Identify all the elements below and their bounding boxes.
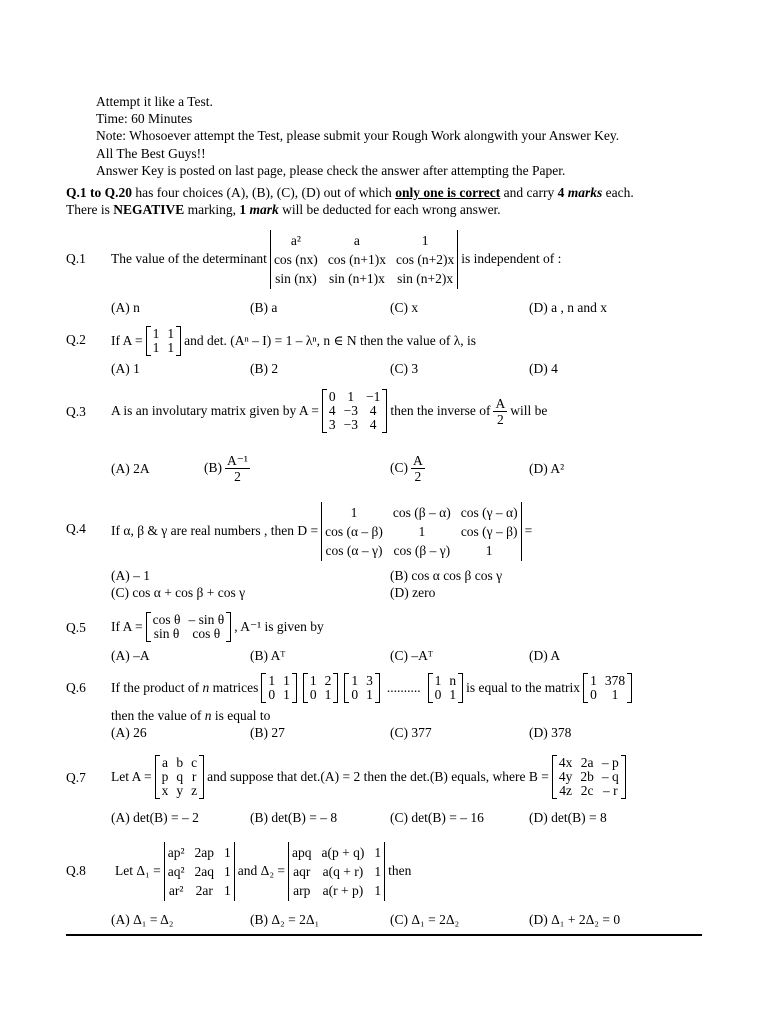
det-cell: 1 [224, 863, 231, 879]
option-b: (B) 2 [250, 361, 279, 376]
det-cell: 1 [350, 504, 358, 520]
det-cell: 1 [374, 863, 382, 879]
matrix [322, 389, 388, 433]
matrix-cell: 2 [324, 673, 332, 688]
option-d: (D) det(B) = 8 [529, 810, 607, 825]
question-text: and Δ₂ = [237, 863, 286, 878]
matrix-cell: −3 [343, 403, 358, 418]
instr-text: marking, [184, 202, 240, 217]
matrix-cell: 0 [434, 687, 442, 702]
matrix-cell: 1 [347, 389, 355, 404]
det-cell: cos (n+2)x [396, 251, 455, 267]
det-cell: 1 [224, 882, 231, 898]
instr-text: will be deducted for each wrong answer. [278, 202, 501, 217]
matrix-cell: 1 [590, 673, 597, 688]
matrix-cell: – r [603, 783, 618, 798]
option-b: (B) Δ₂ = 2Δ₁ [250, 912, 320, 927]
question-text: If α, β & γ are real numbers , then D = [111, 523, 319, 538]
matrix [146, 612, 232, 642]
matrix-cell: 1 [309, 673, 317, 688]
matrix-cell: 4y [558, 769, 573, 784]
question-5 [111, 610, 324, 644]
question-text: then the inverse of [390, 403, 491, 418]
det-cell: a² [290, 232, 301, 248]
option-c: (C) det(B) = – 16 [390, 810, 484, 825]
det-cell: 2ap [194, 844, 215, 860]
option-b: (B) Aᵀ [250, 648, 286, 663]
question-text: If A = [111, 619, 143, 634]
fraction-numerator: A [413, 452, 423, 468]
option-c: (C) 377 [390, 725, 432, 740]
det-cell: sin (n+1)x [328, 270, 385, 286]
option-a: (A) n [111, 300, 140, 315]
question-number: Q.7 [66, 770, 86, 785]
det-cell: cos (γ – α) [460, 504, 518, 520]
matrix-cell: 1 [152, 326, 160, 341]
matrix [155, 755, 205, 799]
option-b: (B) a [250, 300, 278, 315]
matrix-cell: – sin θ [188, 612, 225, 627]
det-cell: a(r + p) [322, 882, 364, 898]
det-cell: 2ar [195, 882, 213, 898]
matrix-cell: 0 [590, 687, 597, 702]
matrix-cell: 378 [604, 673, 626, 688]
question-8 [111, 840, 411, 902]
det-cell: ar² [168, 882, 184, 898]
question-text: If the product of n matrices [111, 680, 259, 695]
question-2 [111, 324, 476, 358]
det-cell: 1 [374, 882, 382, 898]
fraction-numerator: A [495, 395, 506, 411]
option-a: (A) – 1 [111, 568, 150, 583]
matrix-cell: −1 [365, 389, 381, 404]
matrix-cell: 0 [351, 687, 359, 702]
matrix-cell: 1 [434, 673, 442, 688]
option-a: (A) –A [111, 648, 150, 663]
question-text: is equal to the matrix [466, 680, 581, 695]
question-text: The value of the determinant [111, 251, 267, 266]
question-text: , A⁻¹ is given by [234, 619, 324, 634]
instr-mark-count: 1 [239, 202, 247, 217]
matrix-cell: 0 [328, 389, 336, 404]
matrix-cell: 1 [283, 687, 290, 702]
det-cell: cos (nx) [273, 251, 318, 267]
question-text: = [524, 523, 533, 538]
question-6 [111, 671, 635, 705]
det-cell: 1 [374, 844, 382, 860]
matrix-cell: 0 [268, 687, 276, 702]
fraction [225, 453, 250, 484]
matrix-cell: 1 [351, 673, 359, 688]
det-cell: cos (γ – β) [460, 523, 518, 539]
option-d: (D) zero [390, 585, 436, 600]
det-cell: ap² [167, 844, 185, 860]
option-d: (D) Δ₁ + 2Δ₂ = 0 [529, 912, 621, 927]
instr-mark-word: mark [246, 202, 279, 217]
matrix [344, 673, 380, 703]
question-number: Q.1 [66, 251, 86, 266]
option-c [390, 448, 428, 488]
option-c: (C) Δ₁ = 2Δ₂ [390, 912, 460, 927]
matrix-cell: c [191, 755, 198, 770]
option-a: (A) det(B) = – 2 [111, 810, 199, 825]
matrix-cell: 1 [152, 340, 160, 355]
matrix-cell: −3 [343, 417, 358, 432]
matrix [552, 755, 626, 799]
option-d: (D) 378 [529, 725, 572, 740]
det-cell: a(q + r) [322, 863, 364, 879]
option-b: (B) cos α cos β cos γ [390, 568, 503, 583]
option-d: (D) a , n and x [529, 300, 607, 315]
option-b: (B) 27 [250, 725, 285, 740]
ellipsis: .......... [386, 680, 421, 695]
question-text: then [388, 863, 412, 878]
determinant [288, 842, 385, 901]
det-cell: 1 [421, 232, 429, 248]
instructions-line-1 [66, 184, 634, 201]
question-text: then the value of n is equal to [111, 708, 271, 723]
det-cell: 2aq [194, 863, 215, 879]
option-d: (D) A [529, 648, 561, 663]
matrix-cell: 3 [366, 673, 373, 688]
option-a: (A) 2A [111, 461, 150, 476]
instr-text: each. [602, 185, 634, 200]
matrix-cell: n [449, 673, 457, 688]
matrix-cell: p [161, 769, 169, 784]
option-a: (A) 26 [111, 725, 147, 740]
question-number: Q.5 [66, 620, 86, 635]
question-text: Let Δ₁ = [115, 863, 161, 878]
question-text: If A = [111, 333, 143, 348]
matrix [303, 673, 339, 703]
fraction-denominator: 2 [496, 411, 504, 427]
instr-marks-count: 4 [557, 185, 565, 200]
det-cell: 1 [224, 844, 231, 860]
matrix-cell: 1 [449, 687, 457, 702]
intro-line: All The Best Guys!! [96, 146, 206, 161]
instr-negative: NEGATIVE [113, 202, 185, 217]
fraction-numerator: A⁻¹ [227, 452, 248, 468]
matrix-cell: y [176, 783, 184, 798]
option-c: (C) –Aᵀ [390, 648, 433, 663]
instr-range: Q.1 to Q.20 [66, 185, 132, 200]
intro-line: Time: 60 Minutes [96, 111, 193, 126]
instr-text: has four choices (A), (B), (C), (D) out of which [132, 185, 396, 200]
matrix-cell: 4 [328, 403, 336, 418]
det-cell: apq [292, 844, 312, 860]
det-cell: sin (nx) [275, 270, 317, 286]
instr-emphasis: only one is correct [395, 185, 501, 200]
determinant [321, 502, 522, 561]
matrix-cell: 2b [580, 769, 594, 784]
matrix-cell: 2c [580, 783, 594, 798]
matrix-cell: 0 [309, 687, 317, 702]
instr-text: There is [66, 202, 114, 217]
det-cell: a(p + q) [321, 844, 365, 860]
instr-marks-word: marks [564, 185, 603, 200]
intro-line: Answer Key is posted on last page, please check the answer after attempting the Paper. [96, 163, 566, 178]
question-text: Let A = [111, 769, 152, 784]
question-text: and suppose that det.(A) = 2 then the det.(B) equals, where B = [207, 769, 549, 784]
fraction-denominator: 2 [234, 468, 241, 484]
option-d: (D) 4 [529, 361, 558, 376]
matrix-cell: z [191, 783, 198, 798]
determinant [164, 842, 235, 901]
matrix-cell: 1 [283, 673, 290, 688]
option-a: (A) 1 [111, 361, 140, 376]
matrix-cell: cos θ [152, 612, 181, 627]
matrix-cell: 4x [558, 755, 573, 770]
instr-text: and carry [500, 185, 558, 200]
matrix [146, 326, 182, 356]
matrix-cell: 3 [328, 417, 336, 432]
det-cell: aq² [167, 863, 185, 879]
det-cell: 1 [418, 523, 426, 539]
intro-line: Note: Whosoever attempt the Test, please submit your Rough Work alongwith your Answer Key. [96, 128, 620, 143]
matrix-cell: 1 [324, 687, 332, 702]
option-c: (C) x [390, 300, 419, 315]
fraction [493, 396, 507, 427]
question-number: Q.8 [66, 863, 86, 878]
question-text: A is an involutary matrix given by A = [111, 403, 319, 418]
matrix-cell: 1 [611, 687, 619, 702]
question-7 [111, 752, 629, 802]
question-number: Q.3 [66, 404, 86, 419]
matrix-cell: 1 [268, 673, 276, 688]
matrix [261, 673, 297, 703]
matrix-cell: sin θ [153, 626, 180, 641]
fraction-denominator: 2 [414, 468, 422, 484]
question-text: will be [510, 403, 548, 418]
instructions-line-2 [66, 201, 501, 218]
matrix-cell: 1 [167, 326, 175, 341]
matrix-cell: q [176, 769, 184, 784]
det-cell: cos (α – β) [325, 523, 383, 539]
matrix-cell: x [161, 783, 169, 798]
det-cell: cos (α – γ) [325, 542, 383, 558]
det-cell: cos (β – γ) [393, 542, 451, 558]
matrix-cell: – p [601, 755, 619, 770]
question-1 [111, 228, 561, 290]
matrix-cell: – q [601, 769, 619, 784]
intro-line: Attempt it like a Test. [96, 94, 213, 109]
bottom-rule [66, 934, 702, 936]
determinant [270, 230, 458, 289]
det-cell: arp [293, 882, 311, 898]
matrix-cell: 4z [559, 783, 573, 798]
det-cell: cos (β – α) [392, 504, 451, 520]
question-number: Q.2 [66, 332, 86, 347]
matrix [583, 673, 632, 703]
question-text: and det. (Aⁿ – I) = 1 – λⁿ, n ∈ N then the value of λ, is [184, 333, 477, 348]
det-cell: a [353, 232, 360, 248]
question-number: Q.4 [66, 521, 86, 536]
matrix-cell: a [162, 755, 168, 770]
det-cell: cos (n+1)x [327, 251, 387, 267]
matrix-cell: 4 [369, 403, 377, 418]
option-d: (D) A² [529, 461, 565, 476]
option-c: (C) 3 [390, 361, 419, 376]
det-cell: sin (n+2)x [397, 270, 454, 286]
matrix-cell: b [176, 755, 184, 770]
question-4 [111, 500, 532, 562]
det-cell: 1 [485, 542, 493, 558]
det-cell: aqr [293, 863, 311, 879]
matrix-cell: cos θ [192, 626, 221, 641]
matrix-cell: r [191, 769, 197, 784]
matrix-cell: 2a [580, 755, 594, 770]
option-a: (A) Δ₁ = Δ₂ [111, 912, 174, 927]
option-label: (C) [390, 460, 408, 475]
question-text: is independent of : [461, 251, 562, 266]
fraction [411, 453, 425, 484]
matrix [428, 673, 464, 703]
matrix-cell: 1 [167, 340, 175, 355]
option-c: (C) cos α + cos β + cos γ [111, 585, 246, 600]
option-b [204, 448, 253, 488]
question-number: Q.6 [66, 680, 86, 695]
option-b: (B) det(B) = – 8 [250, 810, 338, 825]
matrix-cell: 1 [366, 687, 373, 702]
question-3 [111, 386, 547, 436]
matrix-cell: 4 [369, 417, 377, 432]
option-label: (B) [204, 460, 222, 475]
